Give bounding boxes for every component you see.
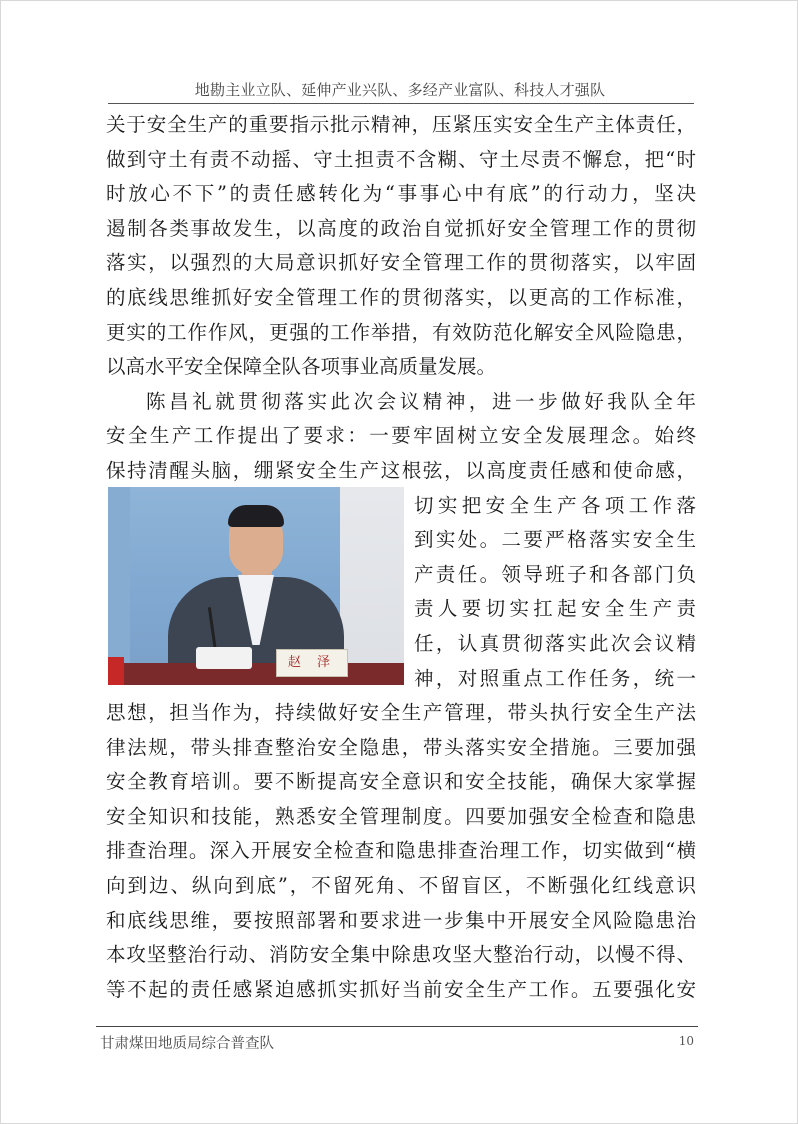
- text-line: 向到边、纵向到底”，不留死角、不留盲区，不断强化红线意识: [106, 874, 696, 898]
- speaker-hair: [228, 505, 284, 527]
- tissue-box: [196, 647, 252, 669]
- header-divider: [108, 103, 694, 104]
- footer-divider: [96, 1026, 698, 1027]
- speaker-photo: [108, 487, 404, 685]
- footer-organization: 甘肃煤田地质局综合普查队: [100, 1036, 274, 1052]
- text-line: 更实的工作作风，更强的工作举措，有效防范化解安全风险隐患，: [106, 320, 696, 344]
- text-line: 保持清醒头脑，绷紧安全生产这根弦，以高度责任感和使命感，: [106, 458, 696, 482]
- text-line: 神，对照重点工作任务，统一: [414, 666, 696, 690]
- running-header: 地勘主业立队、延伸产业兴队、多经产业富队、科技人才强队: [194, 81, 606, 99]
- conference-desk: [108, 663, 404, 685]
- paragraph-start-line: 陈昌礼就贯彻落实此次会议精神，进一步做好我队全年: [146, 389, 696, 413]
- text-line: 安全知识和技能，熟悉安全管理制度。四要加强安全检查和隐患: [106, 804, 696, 828]
- text-line: 思想，担当作为，持续做好安全生产管理，带头执行安全生产法: [106, 701, 696, 725]
- text-line: 安全生产工作提出了要求：一要牢固树立安全发展理念。始终: [106, 424, 696, 448]
- text-line: 本攻坚整治行动、消防安全集中除患攻坚大整治行动，以慢不得、: [106, 943, 696, 967]
- photo-background-wall: [340, 487, 404, 685]
- nameplate: 赵 泽: [276, 649, 348, 677]
- text-line: 任，认真贯彻落实此次会议精: [414, 631, 696, 655]
- text-line: 关于安全生产的重要指示批示精神，压紧压实安全生产主体责任，: [106, 113, 696, 136]
- text-line: 的底线思维抓好安全管理工作的贯彻落实，以更高的工作标准，: [106, 285, 696, 309]
- photo-background-left: [108, 487, 130, 685]
- text-line: 做到守土有责不动摇、守土担责不含糊、守土尽责不懈怠，把“时: [106, 147, 696, 171]
- text-line: 排查治理。深入开展安全检查和隐患排查治理工作，切实做到“横: [106, 839, 696, 863]
- text-line: 产责任。领导班子和各部门负: [414, 562, 696, 586]
- text-line: 到实处。二要严格落实安全生: [414, 528, 696, 552]
- text-line: 和底线思维，要按照部署和要求进一步集中开展安全风险隐患治: [106, 908, 696, 932]
- red-flag: [108, 657, 124, 685]
- text-line: 时放心不下”的责任感转化为“事事心中有底”的行动力，坚决: [106, 182, 696, 206]
- text-line: 遏制各类事故发生，以高度的政治自觉抓好安全管理工作的贯彻: [106, 216, 696, 240]
- text-line: 以高水平安全保障全队各项事业高质量发展。: [106, 355, 497, 379]
- text-line: 落实，以强烈的大局意识抓好安全管理工作的贯彻落实，以牢固: [106, 251, 696, 275]
- text-line: 律法规，带头排查整治安全隐患，带头落实安全措施。三要加强: [106, 735, 696, 759]
- text-line: 切实把安全生产各项工作落: [414, 493, 696, 517]
- text-line: 安全教育培训。要不断提高安全意识和安全技能，确保大家掌握: [106, 770, 696, 794]
- text-line: 等不起的责任感紧迫感抓实抓好当前安全生产工作。五要强化安: [106, 977, 696, 1001]
- page-number: 10: [678, 1034, 694, 1048]
- text-line: 责人要切实扛起安全生产责: [414, 597, 696, 621]
